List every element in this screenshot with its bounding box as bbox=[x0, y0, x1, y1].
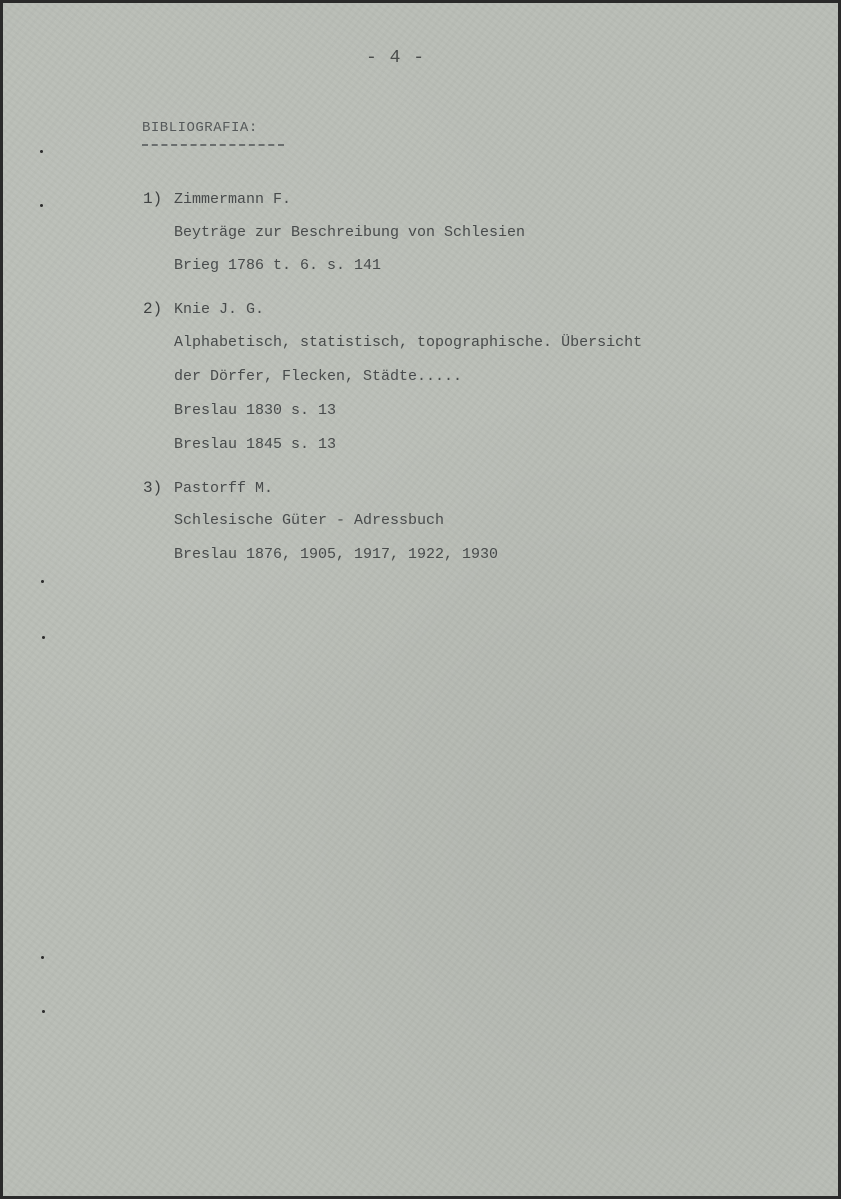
margin-dot bbox=[42, 1010, 45, 1013]
margin-dot bbox=[40, 204, 43, 207]
entry-number: 3) bbox=[143, 479, 163, 497]
entry-title: Beyträge zur Beschreibung von Schlesien bbox=[174, 224, 526, 241]
entry-publication: Breslau 1845 s. 13 bbox=[174, 436, 337, 453]
entry-publication: Breslau 1830 s. 13 bbox=[174, 402, 337, 419]
entry-publication: Breslau 1876, 1905, 1917, 1922, 1930 bbox=[174, 546, 499, 563]
entry-title: Schlesische Güter - Adressbuch bbox=[174, 512, 445, 529]
entry-title-continued: der Dörfer, Flecken, Städte..... bbox=[174, 368, 463, 385]
margin-dot bbox=[42, 636, 45, 639]
entry-author: Knie J. G. bbox=[174, 301, 265, 318]
entry-author: Zimmermann F. bbox=[174, 191, 292, 208]
heading-underline bbox=[142, 144, 284, 146]
entry-publication: Brieg 1786 t. 6. s. 141 bbox=[174, 257, 382, 274]
bibliography-heading: BIBLIOGRAFIA: bbox=[142, 120, 258, 136]
entry-number: 1) bbox=[143, 190, 163, 208]
page-number: - 4 - bbox=[366, 48, 426, 68]
margin-dot bbox=[40, 150, 43, 153]
entry-title: Alphabetisch, statistisch, topographische. Übersicht bbox=[174, 334, 643, 351]
margin-dot bbox=[41, 580, 44, 583]
entry-author: Pastorff M. bbox=[174, 480, 274, 497]
entry-number: 2) bbox=[143, 300, 163, 318]
margin-dot bbox=[41, 956, 44, 959]
